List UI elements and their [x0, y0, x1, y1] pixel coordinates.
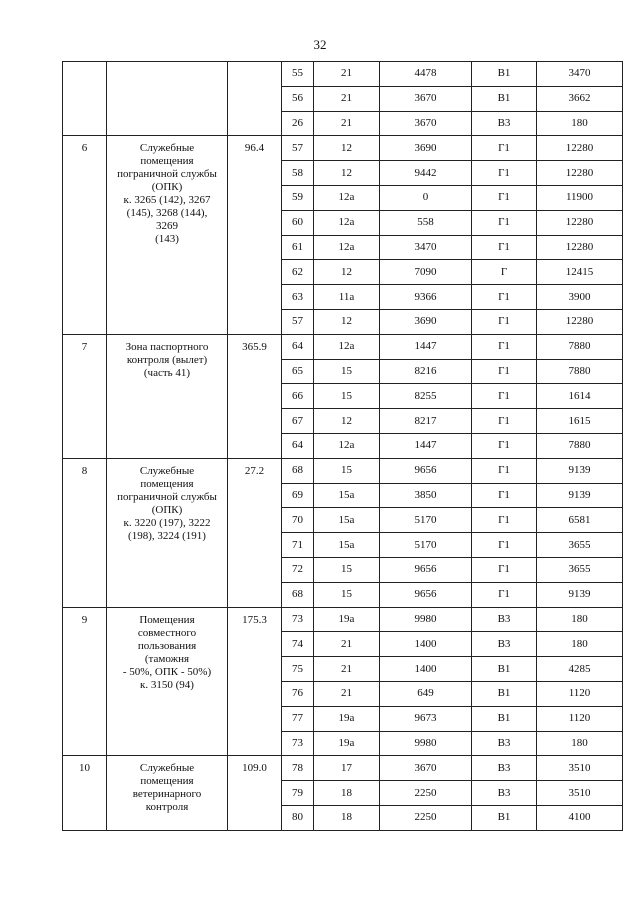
value-cell: 4478 [380, 62, 472, 87]
group-name-line: Помещения [139, 613, 195, 626]
point-number-cell: 62 [282, 260, 314, 285]
measure-cell: 180 [537, 607, 623, 632]
group-name-cell [107, 334, 228, 458]
row-code-cell: 12а [314, 210, 380, 235]
value-cell: 5170 [380, 533, 472, 558]
value-cell: 5170 [380, 508, 472, 533]
group-area-cell: 175.3 [228, 607, 282, 756]
row-code-cell: 18 [314, 781, 380, 806]
group-name-line: Служебные [139, 142, 195, 155]
point-number-cell: 73 [282, 731, 314, 756]
value-cell: 3690 [380, 136, 472, 161]
point-number-cell: 65 [282, 359, 314, 384]
group-name-cell [107, 607, 228, 756]
category-cell: В1 [472, 657, 537, 682]
value-cell: 649 [380, 681, 472, 706]
row-code-cell: 18 [314, 805, 380, 830]
group-name-line: Зона паспортного [125, 340, 209, 353]
category-cell: Г [472, 260, 537, 285]
value-cell: 8255 [380, 384, 472, 409]
row-code-cell: 21 [314, 62, 380, 87]
category-cell: В3 [472, 632, 537, 657]
row-code-cell: 21 [314, 681, 380, 706]
row-code-cell: 12 [314, 260, 380, 285]
group-name-line: пользования (таможня [137, 639, 197, 665]
category-cell: Г1 [472, 384, 537, 409]
measure-cell: 4100 [537, 805, 623, 830]
measure-cell: 9139 [537, 458, 623, 483]
group-name-cell [107, 756, 228, 830]
page-number: 32 [313, 37, 327, 52]
row-code-cell: 15 [314, 582, 380, 607]
category-cell: Г1 [472, 235, 537, 260]
point-number-cell: 64 [282, 433, 314, 458]
group-area-cell: 109.0 [228, 756, 282, 830]
measure-cell: 12280 [537, 161, 623, 186]
group-number-cell: 10 [63, 756, 107, 830]
row-code-cell: 12а [314, 235, 380, 260]
row-code-cell: 15а [314, 533, 380, 558]
point-number-cell: 77 [282, 706, 314, 731]
value-cell: 1400 [380, 632, 472, 657]
point-number-cell: 78 [282, 756, 314, 781]
category-cell: В1 [472, 86, 537, 111]
category-cell: Г1 [472, 508, 537, 533]
measure-cell: 4285 [537, 657, 623, 682]
value-cell: 9656 [380, 557, 472, 582]
point-number-cell: 26 [282, 111, 314, 136]
row-code-cell: 15 [314, 384, 380, 409]
value-cell: 9656 [380, 582, 472, 607]
value-cell: 1400 [380, 657, 472, 682]
row-code-cell: 11а [314, 285, 380, 310]
value-cell: 1447 [380, 334, 472, 359]
point-number-cell: 66 [282, 384, 314, 409]
measure-cell: 7880 [537, 359, 623, 384]
group-name-line: помещения [140, 477, 194, 490]
table-row [63, 62, 623, 87]
group-name-line: Служебные [139, 464, 195, 477]
point-number-cell: 68 [282, 582, 314, 607]
category-cell: В1 [472, 706, 537, 731]
value-cell: 3690 [380, 309, 472, 334]
group-name-line: контроля [145, 801, 189, 814]
row-code-cell: 21 [314, 632, 380, 657]
category-cell: Г1 [472, 458, 537, 483]
point-number-cell: 58 [282, 161, 314, 186]
row-code-cell: 15а [314, 483, 380, 508]
value-cell: 8217 [380, 409, 472, 434]
group-name-line: помещения [140, 775, 194, 788]
measure-cell: 3470 [537, 62, 623, 87]
measure-cell: 180 [537, 731, 623, 756]
group-name-line: к. 3265 (142), 3267 [123, 194, 211, 207]
category-cell: Г1 [472, 185, 537, 210]
value-cell: 3670 [380, 756, 472, 781]
row-code-cell: 12а [314, 185, 380, 210]
group-area-cell: 27.2 [228, 458, 282, 607]
measure-cell: 1615 [537, 409, 623, 434]
point-number-cell: 57 [282, 136, 314, 161]
table-row [63, 136, 623, 161]
measure-cell: 180 [537, 111, 623, 136]
value-cell: 7090 [380, 260, 472, 285]
point-number-cell: 80 [282, 805, 314, 830]
value-cell: 3670 [380, 86, 472, 111]
group-area-cell: 365.9 [228, 334, 282, 458]
value-cell: 9980 [380, 607, 472, 632]
point-number-cell: 61 [282, 235, 314, 260]
category-cell: В3 [472, 756, 537, 781]
table-row [63, 607, 623, 632]
row-code-cell: 15 [314, 557, 380, 582]
measure-cell: 12280 [537, 235, 623, 260]
group-name-line: (ОПК) [151, 181, 183, 194]
value-cell: 2250 [380, 805, 472, 830]
row-code-cell: 17 [314, 756, 380, 781]
point-number-cell: 73 [282, 607, 314, 632]
point-number-cell: 68 [282, 458, 314, 483]
measure-cell: 12280 [537, 210, 623, 235]
group-name-line: (198), 3224 (191) [128, 529, 206, 542]
category-cell: Г1 [472, 285, 537, 310]
measure-cell: 3900 [537, 285, 623, 310]
value-cell: 9442 [380, 161, 472, 186]
value-cell: 9980 [380, 731, 472, 756]
point-number-cell: 60 [282, 210, 314, 235]
measure-cell: 180 [537, 632, 623, 657]
row-code-cell: 12 [314, 309, 380, 334]
group-name-line: - 50%, ОПК - 50%) [122, 665, 212, 678]
table-row [63, 756, 623, 781]
value-cell: 9656 [380, 458, 472, 483]
group-number-cell: 9 [63, 607, 107, 756]
measure-cell: 3510 [537, 781, 623, 806]
measure-cell: 1614 [537, 384, 623, 409]
point-number-cell: 67 [282, 409, 314, 434]
point-number-cell: 63 [282, 285, 314, 310]
group-name-cell [107, 136, 228, 334]
group-name-cell [107, 62, 228, 136]
group-name-line: (143) [155, 233, 179, 246]
category-cell: Г1 [472, 309, 537, 334]
row-code-cell: 21 [314, 111, 380, 136]
category-cell: Г1 [472, 409, 537, 434]
point-number-cell: 79 [282, 781, 314, 806]
row-code-cell: 12 [314, 136, 380, 161]
row-code-cell: 15а [314, 508, 380, 533]
category-cell: В1 [472, 681, 537, 706]
measure-cell: 6581 [537, 508, 623, 533]
category-cell: Г1 [472, 483, 537, 508]
point-number-cell: 76 [282, 681, 314, 706]
value-cell: 9366 [380, 285, 472, 310]
point-number-cell: 64 [282, 334, 314, 359]
group-name-line: Служебные [139, 762, 195, 775]
value-cell: 558 [380, 210, 472, 235]
row-code-cell: 19а [314, 706, 380, 731]
row-code-cell: 19а [314, 607, 380, 632]
measure-cell: 12280 [537, 309, 623, 334]
category-cell: Г1 [472, 557, 537, 582]
measure-cell: 3655 [537, 533, 623, 558]
value-cell: 3670 [380, 111, 472, 136]
category-cell: Г1 [472, 334, 537, 359]
category-cell: В3 [472, 607, 537, 632]
row-code-cell: 12а [314, 334, 380, 359]
group-name-line: пограничной службы [117, 490, 217, 503]
point-number-cell: 70 [282, 508, 314, 533]
group-name-line: совместного [137, 626, 197, 639]
row-code-cell: 15 [314, 359, 380, 384]
group-name-line: ветеринарного [132, 788, 202, 801]
measure-cell: 3510 [537, 756, 623, 781]
category-cell: Г1 [472, 533, 537, 558]
group-name-line: (ОПК) [151, 503, 183, 516]
measure-cell: 7880 [537, 334, 623, 359]
measure-cell: 12415 [537, 260, 623, 285]
category-cell: Г1 [472, 136, 537, 161]
point-number-cell: 59 [282, 185, 314, 210]
point-number-cell: 55 [282, 62, 314, 87]
value-cell: 8216 [380, 359, 472, 384]
zones-table [62, 61, 623, 831]
group-name-line: пограничной службы [117, 168, 217, 181]
value-cell: 9673 [380, 706, 472, 731]
row-code-cell: 21 [314, 657, 380, 682]
measure-cell: 9139 [537, 483, 623, 508]
value-cell: 3850 [380, 483, 472, 508]
measure-cell: 1120 [537, 681, 623, 706]
row-code-cell: 19а [314, 731, 380, 756]
category-cell: Г1 [472, 433, 537, 458]
category-cell: В3 [472, 731, 537, 756]
category-cell: Г1 [472, 359, 537, 384]
group-number-cell: 8 [63, 458, 107, 607]
table-row [63, 458, 623, 483]
measure-cell: 7880 [537, 433, 623, 458]
group-name-line: (145), 3268 (144), 3269 [126, 207, 208, 233]
value-cell: 1447 [380, 433, 472, 458]
group-area-cell [228, 62, 282, 136]
point-number-cell: 74 [282, 632, 314, 657]
point-number-cell: 75 [282, 657, 314, 682]
measure-cell: 11900 [537, 185, 623, 210]
value-cell: 3470 [380, 235, 472, 260]
row-code-cell: 12 [314, 409, 380, 434]
measure-cell: 12280 [537, 136, 623, 161]
category-cell: В1 [472, 62, 537, 87]
group-name-line: к. 3220 (197), 3222 [123, 516, 211, 529]
category-cell: Г1 [472, 210, 537, 235]
row-code-cell: 15 [314, 458, 380, 483]
category-cell: В3 [472, 781, 537, 806]
point-number-cell: 71 [282, 533, 314, 558]
group-name-line: помещения [140, 155, 194, 168]
row-code-cell: 12 [314, 161, 380, 186]
table-row [63, 334, 623, 359]
row-code-cell: 12а [314, 433, 380, 458]
group-number-cell: 7 [63, 334, 107, 458]
point-number-cell: 57 [282, 309, 314, 334]
group-name-line: контроля (вылет) [126, 353, 208, 366]
point-number-cell: 72 [282, 557, 314, 582]
group-number-cell: 6 [63, 136, 107, 334]
group-name-line: (часть 41) [143, 366, 191, 379]
measure-cell: 3662 [537, 86, 623, 111]
point-number-cell: 56 [282, 86, 314, 111]
category-cell: В1 [472, 805, 537, 830]
value-cell: 0 [380, 185, 472, 210]
measure-cell: 3655 [537, 557, 623, 582]
measure-cell: 9139 [537, 582, 623, 607]
group-name-line: к. 3150 (94) [140, 678, 194, 691]
measure-cell: 1120 [537, 706, 623, 731]
category-cell: Г1 [472, 582, 537, 607]
category-cell: В3 [472, 111, 537, 136]
category-cell: Г1 [472, 161, 537, 186]
group-area-cell: 96.4 [228, 136, 282, 334]
group-number-cell [63, 62, 107, 136]
row-code-cell: 21 [314, 86, 380, 111]
group-name-cell [107, 458, 228, 607]
point-number-cell: 69 [282, 483, 314, 508]
value-cell: 2250 [380, 781, 472, 806]
